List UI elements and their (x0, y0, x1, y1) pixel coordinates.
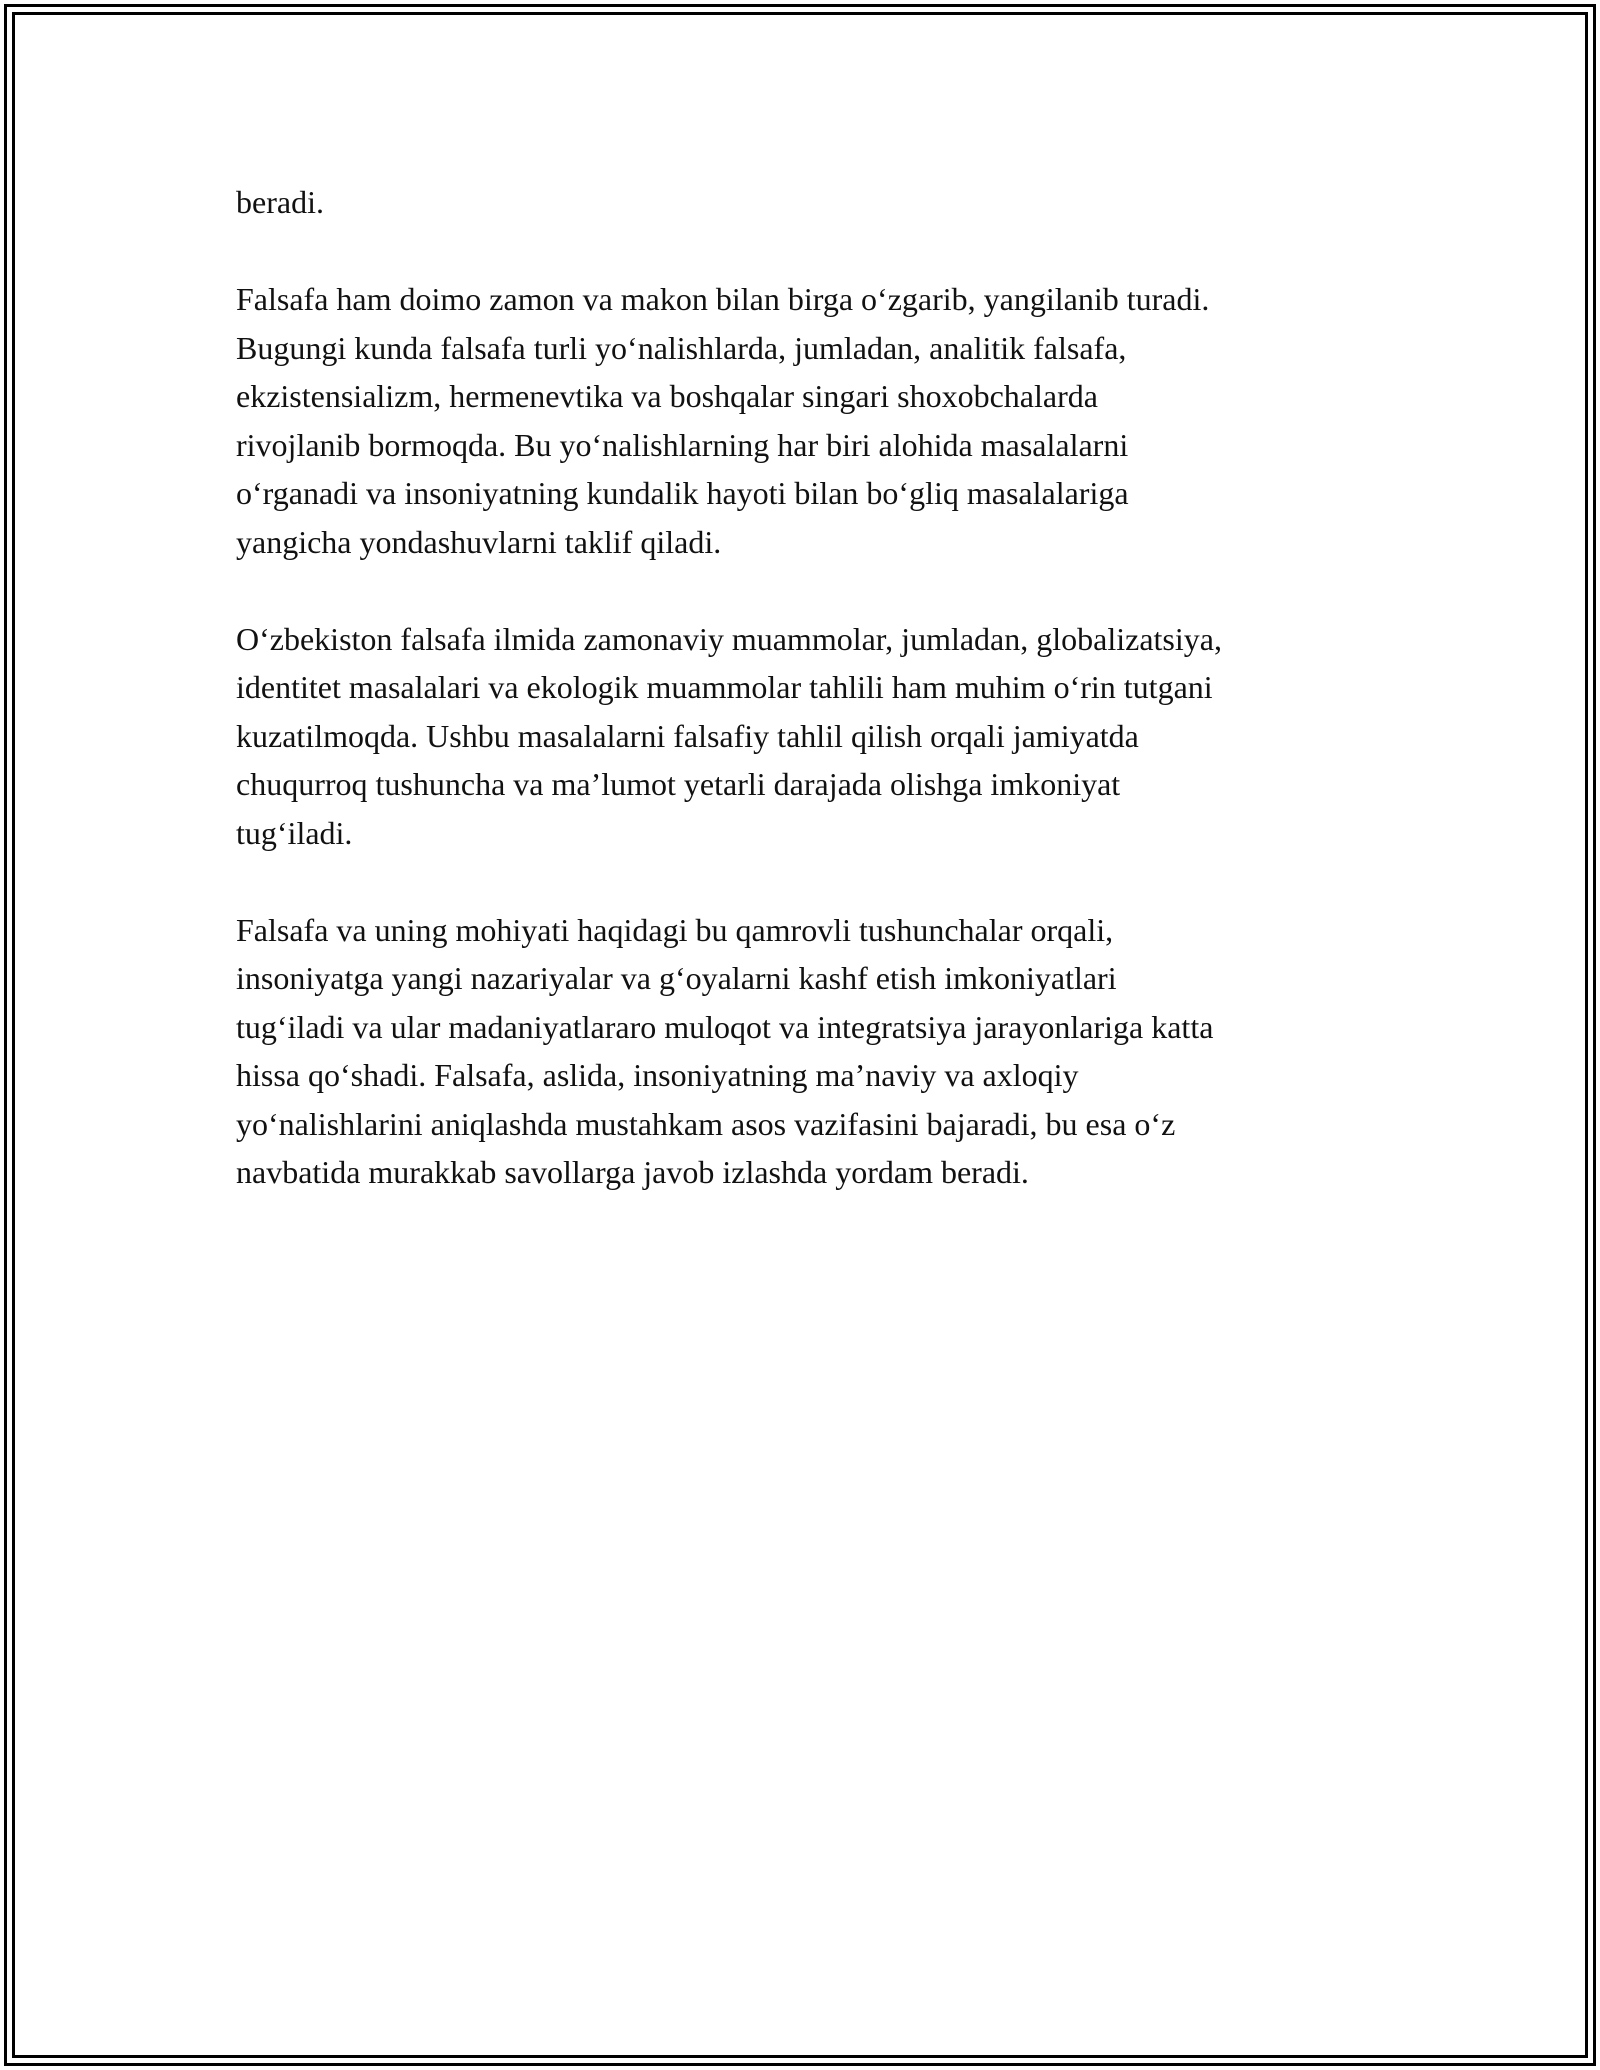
text-line: tug‘iladi va ular madaniyatlararo muloqot va integratsiya jarayonlariga katta (236, 1008, 1214, 1045)
text-line: Bugungi kunda falsafa turli yo‘nalishlarda, jumladan, analitik falsafa, (236, 329, 1127, 366)
text-line: beradi. (236, 184, 324, 220)
paragraph-philosophy-change (236, 275, 1376, 566)
text-line: navbatida murakkab savollarga javob izlashda yordam beradi. (236, 1154, 1029, 1190)
paragraph-uzbekistan (236, 615, 1376, 858)
paragraph-conclusion (236, 906, 1376, 1197)
text-line: Falsafa va uning mohiyati haqidagi bu qamrovli tushunchalar orqali, (236, 911, 1114, 948)
text-line: rivojlanib bormoqda. Bu yo‘nalishlarning har biri alohida masalalarni (236, 426, 1129, 463)
text-line: chuqurroq tushuncha va ma’lumot yetarli darajada olishga imkoniyat (236, 766, 1121, 802)
text-line: tug‘iladi. (236, 814, 353, 851)
text-line: ekzistensializm, hermenevtika va boshqalar singari shoxobchalarda (236, 378, 1098, 414)
text-line: O‘zbekiston falsafa ilmida zamonaviy muammolar, jumladan, globalizatsiya, (236, 620, 1222, 657)
text-line: o‘rganadi va insoniyatning kundalik hayoti bilan bo‘gliq masalalariga (236, 475, 1129, 511)
paragraph-continuation (236, 178, 1376, 227)
text-line: identitet masalalari va ekologik muammolar tahlili ham muhim o‘rin tutgani (236, 669, 1213, 705)
text-line: kuzatilmoqda. Ushbu masalalarni falsafiy tahlil qilish orqali jamiyatda (236, 717, 1139, 754)
document-body (236, 178, 1376, 1245)
text-line: hissa qo‘shadi. Falsafa, aslida, insoniyatning ma’naviy va axloqiy (236, 1057, 1079, 1093)
text-line: insoniyatga yangi nazariyalar va g‘oyalarni kashf etish imkoniyatlari (236, 960, 1117, 996)
text-line: yo‘nalishlarini aniqlashda mustahkam asos vazifasini bajaradi, bu esa o‘z (236, 1105, 1176, 1142)
text-line: yangicha yondashuvlarni taklif qiladi. (236, 523, 722, 560)
text-line: Falsafa ham doimo zamon va makon bilan birga o‘zgarib, yangilanib turadi. (236, 281, 1210, 317)
